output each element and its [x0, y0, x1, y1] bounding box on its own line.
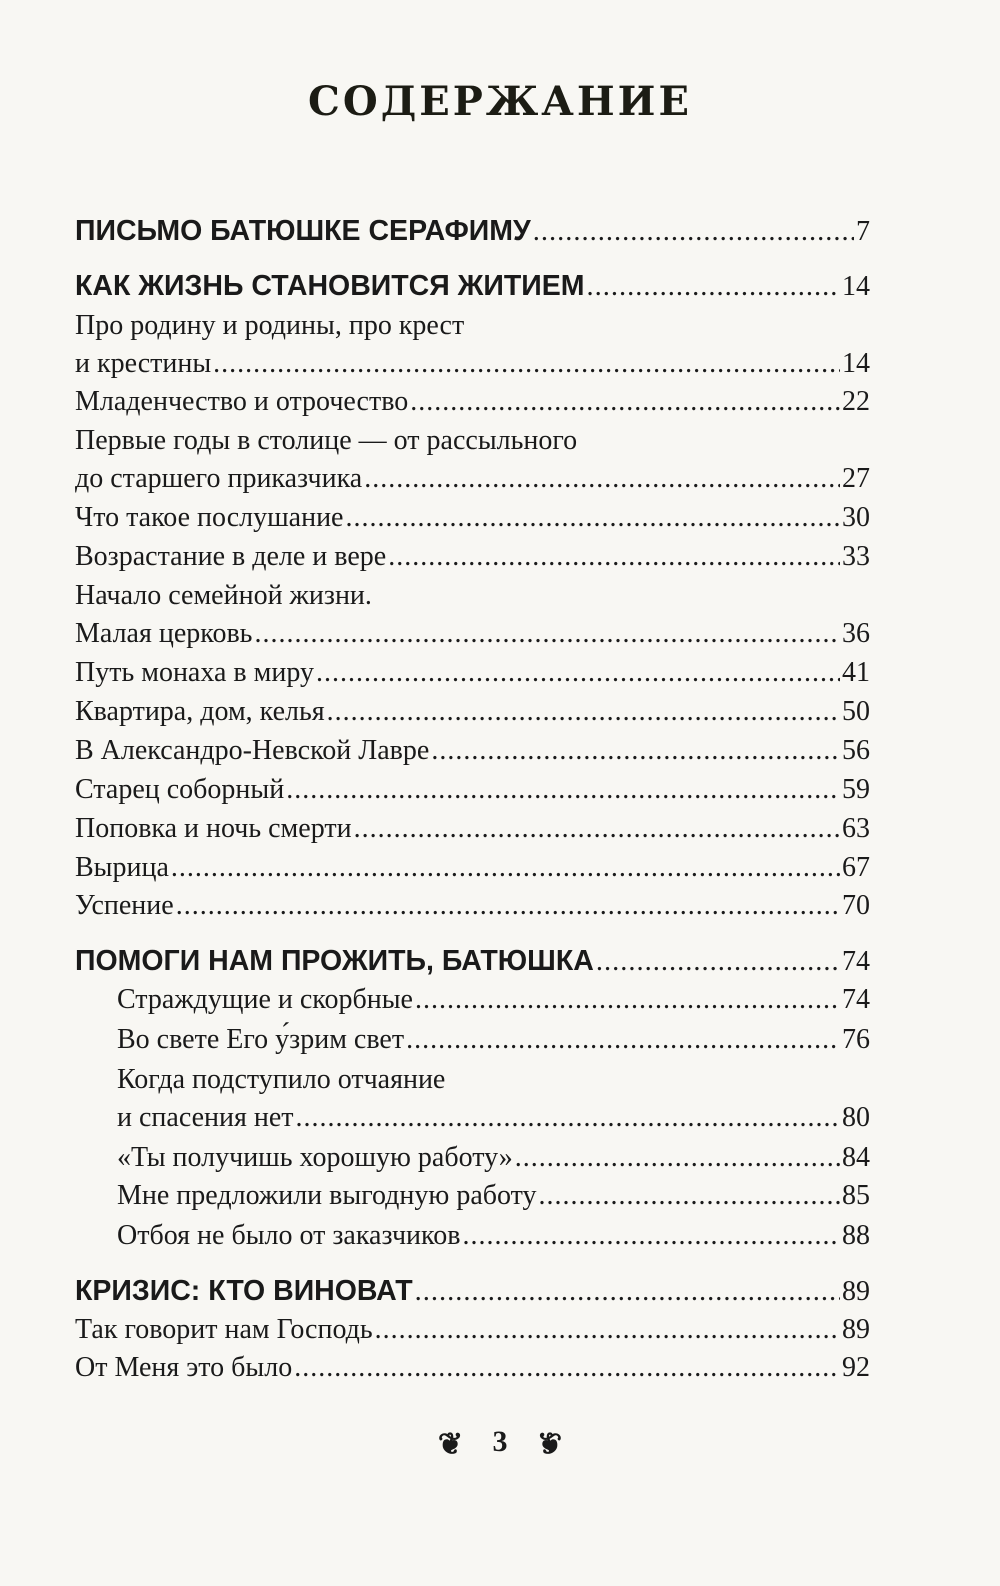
toc-entry-title: Поповка и ночь смерти	[75, 813, 352, 844]
dot-leader	[213, 346, 840, 382]
toc-entry	[117, 1218, 870, 1254]
dot-leader	[410, 384, 840, 420]
toc-entry-title-line	[75, 423, 870, 459]
toc-page-number: 76	[842, 1024, 870, 1055]
dot-leader	[296, 1100, 840, 1136]
toc-page-number: 80	[842, 1102, 870, 1133]
toc-page-number: 14	[842, 271, 870, 302]
toc-page-number: 63	[842, 813, 870, 844]
toc-entry	[75, 655, 870, 691]
toc-entry-title: Младенчество и отрочество	[75, 386, 409, 417]
toc-page-number: 89	[842, 1276, 870, 1307]
toc-entry-title: «Ты получишь хорошую работу»	[117, 1142, 513, 1173]
toc-page-number: 70	[842, 890, 870, 921]
dot-leader	[415, 982, 840, 1018]
toc-entry-title: ПОМОГИ НАМ ПРОЖИТЬ, БАТЮШКА	[75, 945, 594, 977]
dot-leader	[533, 214, 854, 250]
toc-entry-title: Старец соборный	[75, 774, 285, 805]
toc-entry	[117, 1140, 870, 1176]
toc-entry-title: От Меня это было	[75, 1352, 293, 1383]
toc-page-number: 50	[842, 696, 870, 727]
toc-page-number: 22	[842, 386, 870, 417]
dot-leader	[431, 733, 840, 769]
dot-leader	[346, 500, 841, 536]
toc-entry-title: Что такое послушание	[75, 502, 344, 533]
toc-page-number: 74	[842, 946, 870, 977]
toc-entry-title-line	[75, 578, 870, 614]
ornament-right-icon: ❦	[537, 1427, 563, 1461]
page-title: СОДЕРЖАНИЕ	[308, 78, 692, 125]
toc-page-number: 36	[842, 618, 870, 649]
dot-leader	[254, 616, 840, 652]
toc-entry-title-line	[117, 1062, 870, 1098]
toc-entry	[75, 850, 870, 886]
toc-entry-title-line	[75, 308, 870, 344]
toc-entry	[117, 982, 870, 1018]
toc-entry-title: и крестины	[75, 348, 212, 379]
toc-entry	[75, 1350, 870, 1386]
toc-entry	[75, 500, 870, 536]
toc-page-number: 14	[842, 348, 870, 379]
dot-leader	[415, 1274, 840, 1310]
toc-entry-title: и спасения нет	[117, 1102, 294, 1133]
toc-entry	[75, 384, 870, 420]
toc-entry-title: Про родину и родины, про крест	[75, 310, 465, 341]
dot-leader	[375, 1312, 840, 1348]
toc-entry	[117, 1100, 870, 1136]
toc-page-number: 30	[842, 502, 870, 533]
toc-entry-title: Начало семейной жизни.	[75, 580, 372, 611]
dot-leader	[171, 850, 840, 886]
dot-leader	[316, 655, 840, 691]
dot-leader	[596, 944, 840, 980]
toc-entry-title: Когда подступило отчаяние	[117, 1064, 446, 1095]
toc-entry-title: до старшего приказчика	[75, 463, 363, 494]
page-number: 3	[492, 1425, 508, 1458]
dot-leader	[515, 1140, 840, 1176]
toc-page-number: 59	[842, 774, 870, 805]
toc-entry-title: Отбоя не было от заказчиков	[117, 1220, 461, 1251]
toc-entry	[75, 772, 870, 808]
toc-entry	[75, 811, 870, 847]
dot-leader	[364, 461, 840, 497]
toc-entry-title: КРИЗИС: КТО ВИНОВАТ	[75, 1275, 413, 1307]
dot-leader	[286, 772, 840, 808]
toc-entry	[117, 1022, 870, 1058]
dot-leader	[587, 269, 840, 305]
dot-leader	[388, 539, 840, 575]
toc-entry-title: Так говорит нам Господь	[75, 1314, 373, 1345]
toc-page-number: 92	[842, 1352, 870, 1383]
toc-entry-title: В Александро-Невской Лавре	[75, 735, 430, 766]
dot-leader	[462, 1218, 840, 1254]
toc-page-number: 85	[842, 1180, 870, 1211]
toc-entry-title: Вырица	[75, 852, 169, 883]
toc-section-heading	[75, 268, 870, 305]
toc-entry-title: Квартира, дом, келья	[75, 696, 325, 727]
toc-entry-title: Мне предложили выгодную работу	[117, 1180, 537, 1211]
toc-entry-title: ПИСЬМО БАТЮШКЕ СЕРАФИМУ	[75, 215, 531, 247]
toc-section-heading	[75, 213, 870, 250]
ornament-left-icon: ❦	[437, 1427, 463, 1461]
toc-page-number: 74	[842, 984, 870, 1015]
toc-entry-title: Малая церковь	[75, 618, 253, 649]
toc-entry	[75, 694, 870, 730]
toc-page-number: 7	[856, 216, 870, 247]
toc-entry-title: Успение	[75, 890, 174, 921]
dot-leader	[406, 1022, 840, 1058]
dot-leader	[294, 1350, 840, 1386]
toc-entry-title: Путь монаха в миру	[75, 657, 314, 688]
dot-leader	[327, 694, 840, 730]
page-footer	[0, 1425, 1000, 1462]
toc-entry-title: Страждущие и скорбные	[117, 984, 413, 1015]
toc-entry	[75, 733, 870, 769]
toc-page-number: 56	[842, 735, 870, 766]
dot-leader	[176, 888, 840, 924]
toc-entry-title: Во свете Его у́зрим свет	[117, 1024, 405, 1055]
toc-entry	[75, 1312, 870, 1348]
toc-section-heading	[75, 1273, 870, 1310]
toc-entry-title: КАК ЖИЗНЬ СТАНОВИТСЯ ЖИТИЕМ	[75, 270, 585, 302]
dot-leader	[539, 1178, 841, 1214]
toc-entry-title: Возрастание в деле и вере	[75, 541, 387, 572]
toc-entry	[117, 1178, 870, 1214]
toc-entry	[75, 461, 870, 497]
toc-page-number: 89	[842, 1314, 870, 1345]
toc-page-number: 67	[842, 852, 870, 883]
toc-section-heading	[75, 943, 870, 980]
toc-page-number: 88	[842, 1220, 870, 1251]
toc-page-number: 84	[842, 1142, 870, 1173]
toc-entry	[75, 539, 870, 575]
toc-entry-title: Первые годы в столице — от рассыльного	[75, 425, 578, 456]
dot-leader	[354, 811, 840, 847]
toc-page-number: 33	[842, 541, 870, 572]
toc-entry	[75, 346, 870, 382]
toc-page-number: 27	[842, 463, 870, 494]
toc-page-number: 41	[842, 657, 870, 688]
toc-entry	[75, 616, 870, 652]
toc-entry	[75, 888, 870, 924]
